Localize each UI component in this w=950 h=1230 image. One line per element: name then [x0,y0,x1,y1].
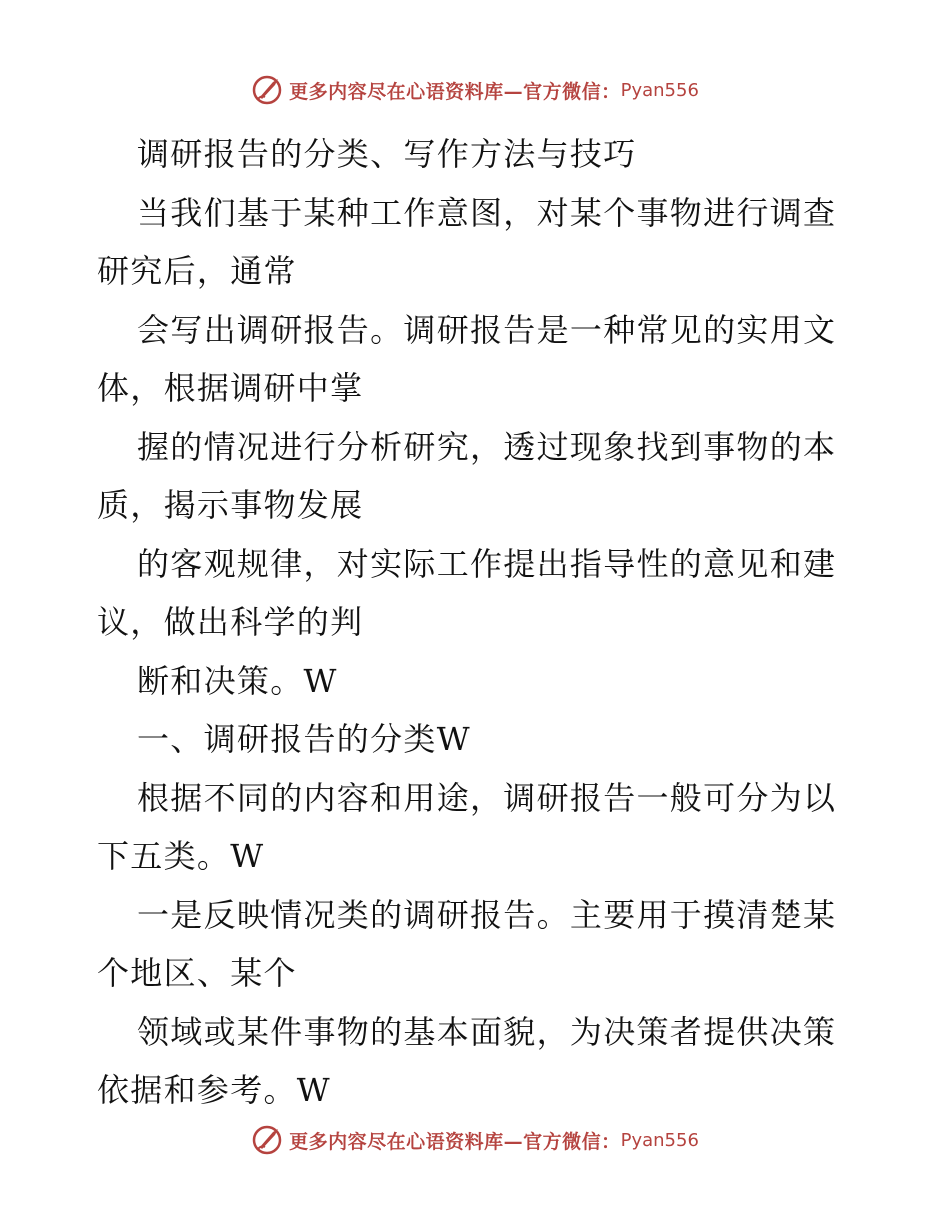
paragraph-line: 根据不同的内容和用途，调研报告一般可分为以 [137,778,837,817]
paragraph-line: 一是反映情况类的调研报告。主要用于摸清楚某 [137,895,837,934]
header-banner [0,70,950,110]
paragraph-line: 断和决策。W [137,661,338,700]
document-body [97,125,857,1120]
paragraph-line: 质，揭示事物发展 [97,486,364,524]
pen-logo-icon [251,1123,285,1157]
pen-logo-icon [251,73,285,107]
paragraph-line: 下五类。W [97,837,265,875]
paragraph-line: 体，根据调研中掌 [97,369,364,407]
paragraph-line: 的客观规律，对实际工作提出指导性的意见和建 [137,544,837,583]
paragraph-line: 议，做出科学的判 [97,603,364,641]
banner-wechat-id: Pyan556 [620,79,699,101]
paragraph-line: 当我们基于某种工作意图，对某个事物进行调查 [137,193,837,232]
document-title: 调研报告的分类、写作方法与技巧 [137,135,637,173]
paragraph-line: 握的情况进行分析研究，透过现象找到事物的本 [137,427,837,466]
banner-text: 更多内容尽在心语资料库—官方微信： [289,80,621,103]
paragraph-line: 领域或某件事物的基本面貌，为决策者提供决策 [137,1012,837,1051]
section-heading: 一、调研报告的分类W [137,720,471,758]
footer-banner [0,1120,950,1160]
paragraph-line: 会写出调研报告。调研报告是一种常见的实用文 [137,310,837,349]
paragraph-line: 依据和参考。W [97,1071,331,1109]
banner-wechat-id: Pyan556 [620,1129,699,1151]
paragraph-line: 个地区、某个 [97,954,297,992]
banner-text: 更多内容尽在心语资料库—官方微信： [289,1130,621,1153]
paragraph-line: 研究后，通常 [97,252,297,290]
